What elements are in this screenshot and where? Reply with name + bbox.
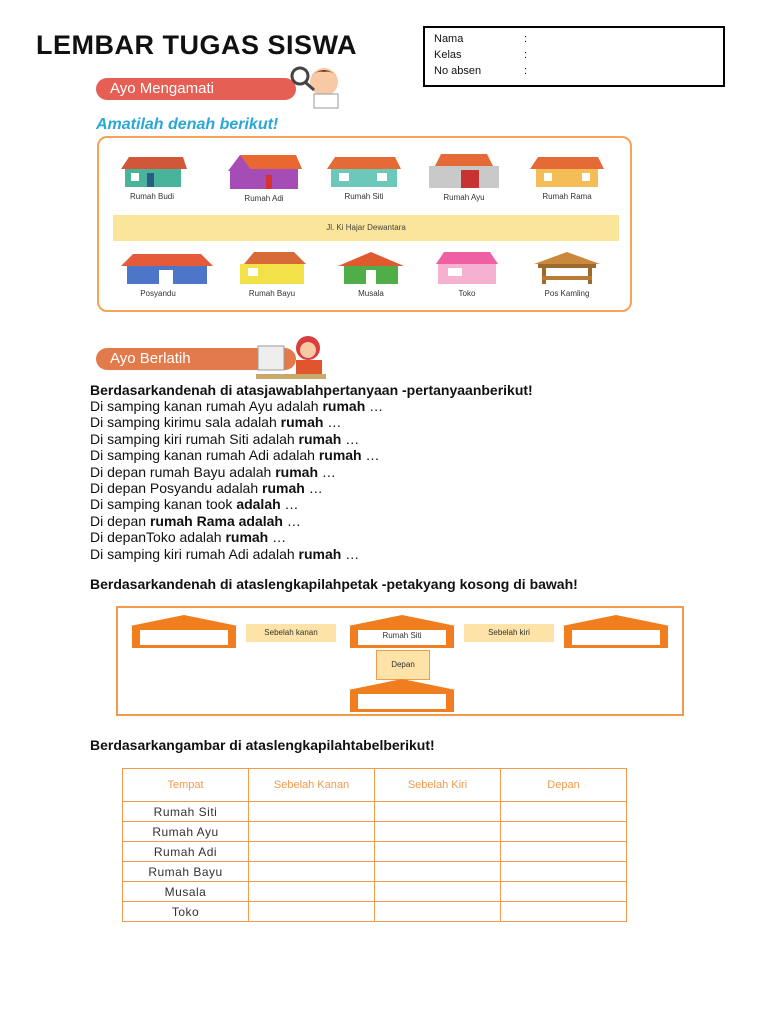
house-bayu (233, 250, 311, 298)
building-pos-kamling (528, 250, 606, 298)
house-label: Pos Kamling (544, 289, 590, 298)
answer-cell[interactable] (375, 822, 501, 842)
house-adi (225, 153, 303, 203)
answer-cell[interactable] (375, 862, 501, 882)
house-label: Rumah Adi (244, 194, 284, 203)
observe-instruction: Amatilah denah berikut! (96, 116, 279, 133)
house-label: Rumah Ayu (443, 193, 485, 202)
answer-house-right (560, 614, 672, 650)
house-icon (425, 152, 503, 190)
table-row (123, 802, 627, 822)
answer-cell[interactable] (501, 822, 627, 842)
answer-cell[interactable] (375, 902, 501, 922)
page-title: LEMBAR TUGAS SISWA (36, 30, 358, 60)
building-posyandu (119, 252, 197, 298)
house-icon (528, 155, 606, 189)
questions-heading: Berdasarkandenah di atasjawablahpertanyaan -pertanyaanberikut! (90, 382, 533, 398)
answer-cell[interactable] (249, 802, 375, 822)
house-ayu (425, 152, 503, 202)
table-row (123, 842, 627, 862)
table-row (123, 902, 627, 922)
diagram-heading: Berdasarkandenah di ataslengkapilahpetak -petakyang kosong di bawah! (90, 576, 578, 592)
number-field[interactable] (434, 65, 528, 77)
answer-cell[interactable] (501, 842, 627, 862)
table-row (123, 822, 627, 842)
question-item: Di depan rumah Rama adalah … (90, 512, 301, 529)
house-label: Posyandu (140, 289, 176, 298)
house-label: Rumah Budi (129, 192, 175, 201)
house-label: Rumah Rama (542, 192, 592, 201)
answer-cell[interactable] (375, 802, 501, 822)
student-id-box (423, 26, 725, 87)
student-magnifier-illustration (290, 60, 350, 110)
answer-cell[interactable] (501, 862, 627, 882)
answer-cell[interactable] (249, 882, 375, 902)
place-cell: Toko (123, 902, 249, 922)
place-cell: Musala (123, 882, 249, 902)
house-icon (117, 155, 187, 189)
answer-cell[interactable] (501, 882, 627, 902)
answer-house-left (128, 614, 240, 650)
house-icon (234, 250, 310, 286)
question-item: Di samping kirimu sala adalah rumah … (90, 414, 342, 431)
name-label: Nama (434, 33, 464, 45)
question-item: Di samping kiri rumah Siti adalah rumah … (90, 430, 360, 447)
place-cell: Rumah Ayu (123, 822, 249, 842)
house-label: Rumah Bayu (248, 289, 296, 298)
question-item: Di depan rumah Bayu adalah rumah … (90, 463, 336, 480)
house-icon (226, 153, 302, 191)
number-label: No absen (434, 65, 482, 77)
road-label: Jl. Ki Hajar Dewantara (113, 215, 619, 241)
left-side-label: Sebelah kiri (464, 624, 554, 642)
answer-cell[interactable] (501, 802, 627, 822)
answer-cell[interactable] (501, 902, 627, 922)
column-header: Depan (501, 769, 627, 802)
class-label: Kelas (434, 49, 462, 61)
table-header-row (123, 769, 627, 802)
question-item: Di depanToko adalah rumah … (90, 529, 287, 546)
student-writing-illustration (250, 330, 336, 382)
class-field[interactable] (434, 49, 528, 61)
answer-cell[interactable] (249, 842, 375, 862)
place-cell: Rumah Bayu (123, 862, 249, 882)
name-colon: : (524, 33, 528, 45)
shop-icon (430, 250, 504, 286)
question-item: Di samping kanan took adalah … (90, 496, 299, 513)
house-label: Rumah Siti (344, 192, 384, 201)
answer-cell[interactable] (249, 902, 375, 922)
house-rama (528, 155, 606, 201)
table-row (123, 862, 627, 882)
table-row (123, 882, 627, 902)
answer-cell[interactable] (249, 822, 375, 842)
house-budi (113, 155, 191, 201)
place-cell: Rumah Siti (123, 802, 249, 822)
column-header: Tempat (123, 769, 249, 802)
position-diagram (116, 606, 684, 716)
answer-house-front (346, 678, 458, 714)
question-item: Di samping kanan rumah Ayu adalah rumah … (90, 398, 384, 414)
guard-post-icon (528, 250, 606, 286)
answer-cell[interactable] (375, 882, 501, 902)
question-item: Di samping kiri rumah Adi adalah rumah … (90, 545, 360, 562)
column-header: Sebelah Kanan (249, 769, 375, 802)
center-house-label: Rumah Siti (382, 631, 422, 640)
question-list (90, 398, 383, 562)
house-label: Toko (458, 289, 476, 298)
musala-icon (332, 250, 410, 286)
observe-section-badge: Ayo Mengamati (96, 78, 296, 100)
house-siti (325, 155, 403, 201)
place-cell: Rumah Adi (123, 842, 249, 862)
question-item: Di depan Posyandu adalah rumah … (90, 480, 323, 497)
house-icon (325, 155, 403, 189)
house-label: Musala (358, 289, 384, 298)
answer-cell[interactable] (249, 862, 375, 882)
building-toko (428, 250, 506, 298)
front-label: Depan (376, 650, 430, 680)
posyandu-icon (119, 252, 215, 286)
class-colon: : (524, 49, 528, 61)
practice-section-badge: Ayo Berlatih (96, 348, 296, 370)
column-header: Sebelah Kiri (375, 769, 501, 802)
name-field[interactable] (434, 33, 528, 45)
question-item: Di samping kanan rumah Adi adalah rumah … (90, 447, 380, 464)
table-heading: Berdasarkangambar di ataslengkapilahtabelberikut! (90, 737, 435, 753)
answer-cell[interactable] (375, 842, 501, 862)
right-side-label: Sebelah kanan (246, 624, 336, 642)
position-table (122, 768, 627, 922)
number-colon: : (524, 65, 528, 77)
building-musala (332, 250, 410, 298)
